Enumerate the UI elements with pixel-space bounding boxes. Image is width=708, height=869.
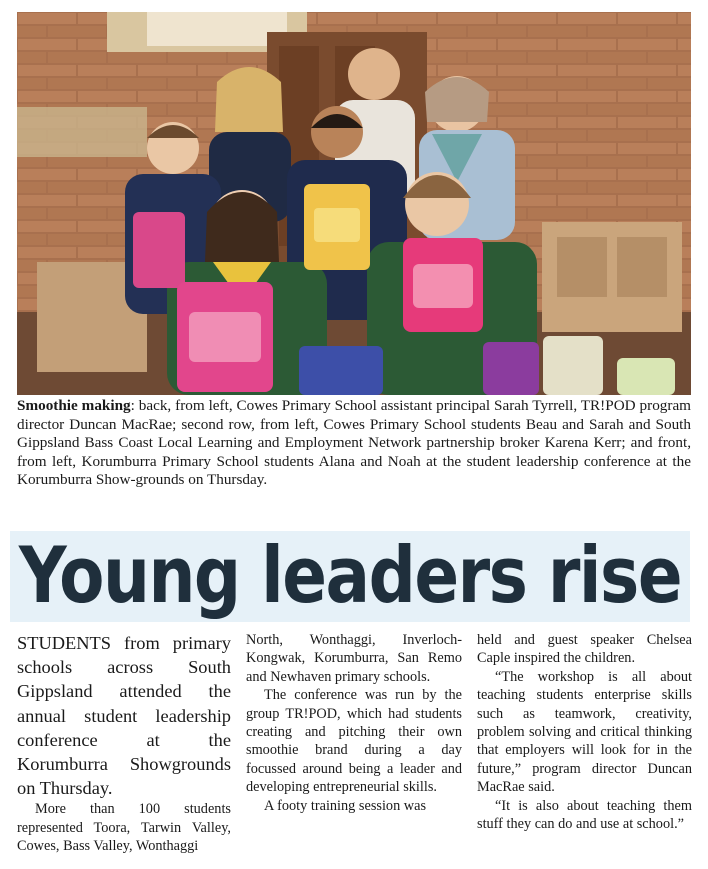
article-paragraph: held and guest speaker Chelsea Caple inspired the children. [477,632,692,667]
photo-caption [17,397,691,490]
news-photo [17,12,691,395]
caption-text: : back, from left, Cowes Primary School assistant principal Sarah Tyrrell, TR!POD program director Duncan MacRae; second row, from left, Cowes Primary School students Beau and Sarah and South Gippsland Bass Coast Local Learning and Employment Network partnership broker Karena Kerr; and front, from left, Korumburra Primary School students Alana and Noah at the student leadership conference at the Korumburra Show-grounds on Thursday. [17,397,691,489]
article-paragraph: A footy training session was [264,797,427,814]
article-column-2 [246,631,462,815]
headline: Young leaders rise [18,529,682,621]
photo-illustration [17,12,691,395]
article-paragraph: North, Wonthaggi, Inverloch-Kongwak, Korumburra, San Remo and Newhaven primary schools. [246,632,462,685]
article-paragraph: “The workshop is all about teaching students enterprise skills such as teamwork, creativity, problem solving and critical thinking that employers will look for in the future,” program director Duncan MacRae said. [477,668,692,796]
article-paragraph: “It is also about teaching them stuff they can do and use at school.” [477,797,692,833]
article-intro: STUDENTS from primary schools across South Gippsland attended the annual student leadership conference at the Korumburra Showgrounds on Thursday. [17,633,231,799]
caption-lead: Smoothie making [17,397,131,414]
article-column-1 [17,631,231,856]
article-paragraph: More than 100 students represented Toora, Tarwin Valley, Cowes, Bass Valley, Wonthaggi [17,801,231,855]
article-column-3 [477,631,692,833]
article-paragraph: The conference was run by the group TR!POD, which had students creating and pitching their own smoothie brand during a day focussed around being a leader and developing entrepreneurial skills. [246,687,462,796]
